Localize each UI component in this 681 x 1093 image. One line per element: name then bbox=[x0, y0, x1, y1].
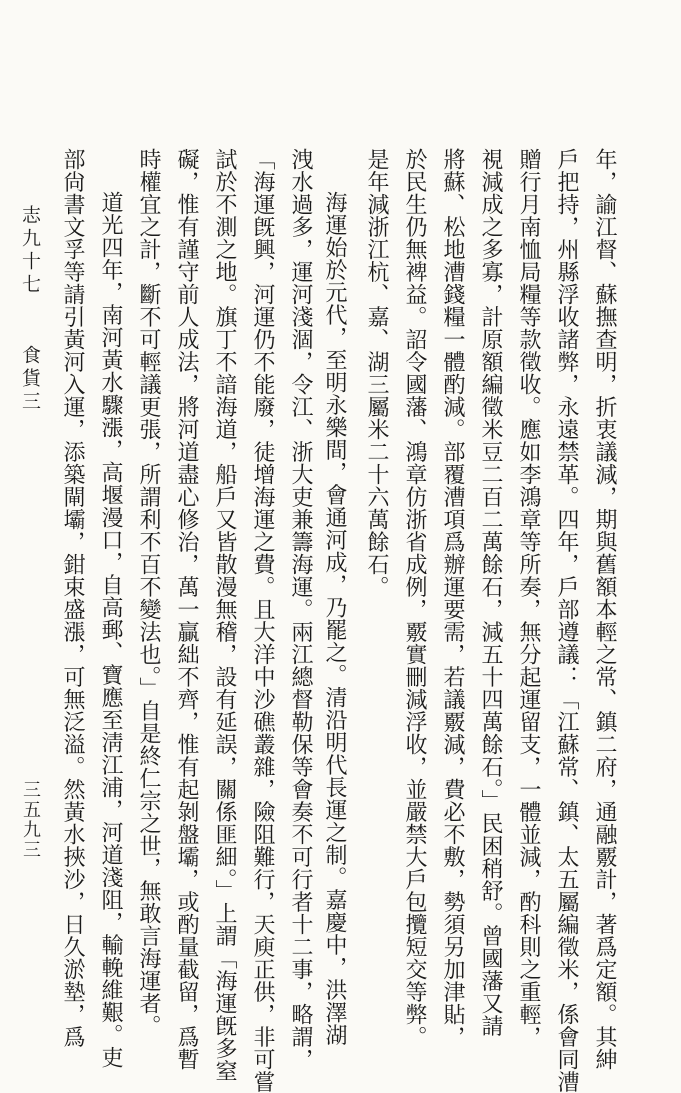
text-column-12: 礙，惟有謹守前人成法，將河道盡心修治，萬一贏絀不齊，惟有起剝盤壩，或酌量截留，爲暫 bbox=[174, 148, 199, 1071]
text-column-6: 於民生仍無裨益。詔令國藩、鴻章仿浙省成例，覈實刪減浮收，並嚴禁大戶包攬短交等弊。 bbox=[402, 148, 427, 1048]
text-column-1: 年，諭江督、蘇撫查明，折衷議減，期與舊額本輕之常、鎮二府，通融覈計，著爲定額。其紳 bbox=[592, 148, 617, 1071]
text-column-5: 將蘇、松地漕錢糧一體酌減。部覆漕項爲辦運要需，若議覈減，費必不敷，勢須另加津貼， bbox=[440, 148, 465, 1048]
text-column-7: 是年減浙江杭、嘉、湖三屬米二十六萬餘石。 bbox=[364, 148, 389, 598]
text-column-2: 戶把持，州縣浮收諸弊，永遠禁革。四年，戶部遵議：「江蘇常、鎮、太五屬編徵米，係會同漕 bbox=[554, 148, 579, 1093]
paragraph-haiyun-start: 海運始於元代，至明永樂間，會通河成，乃罷之。清沿明代長運之制。嘉慶中，洪澤湖 bbox=[322, 191, 347, 1046]
text-column-4: 視減成之多寡，計原額編徵米豆二百二萬餘石，減五十四萬餘石。」民困稍舒。曾國藩又請 bbox=[478, 148, 503, 1037]
text-column-11: 試於不測之地。旗丁不諳海道，船戶又皆散漫無稽，設有延誤，關係匪細。」上謂「海運旣多窒 bbox=[212, 148, 237, 1082]
text-column-15: 部尙書文孚等請引黃河入運，添築閘壩，鉗束盛漲，可無泛溢。然黃水挾沙，日久淤墊，爲 bbox=[60, 148, 85, 1048]
paragraph-daoguang-start: 道光四年，南河黃水驟漲，高堰漫口，自高郵、寶應至淸江浦，河道淺阻，輸輓維艱。吏 bbox=[98, 191, 123, 1069]
header-section: 食貨三 bbox=[19, 345, 41, 414]
text-column-10: 「海運旣興，河運仍不能廢，徒增海運之費。且大洋中沙礁叢雜，險阻難行，天庾正供，非可嘗 bbox=[250, 148, 275, 1093]
running-header bbox=[20, 205, 40, 414]
text-column-13: 時權宜之計，斷不可輕議更張，所謂利不百不變法也。」自是終仁宗之世，無敢言海運者。 bbox=[136, 148, 161, 1037]
text-column-3: 贈行月南恤局糧等款徵收。應如李鴻章等所奏，無分起運留支，一體並減，酌科則之重輕， bbox=[516, 148, 541, 1048]
page-number: 三五九三 bbox=[20, 780, 41, 860]
text-column-9: 洩水過多，運河淺涸，令江、浙大吏兼籌海運。兩江總督勒保等會奏不可行者十二事，略謂， bbox=[288, 148, 313, 1071]
header-volume: 志九十七 bbox=[19, 205, 41, 297]
